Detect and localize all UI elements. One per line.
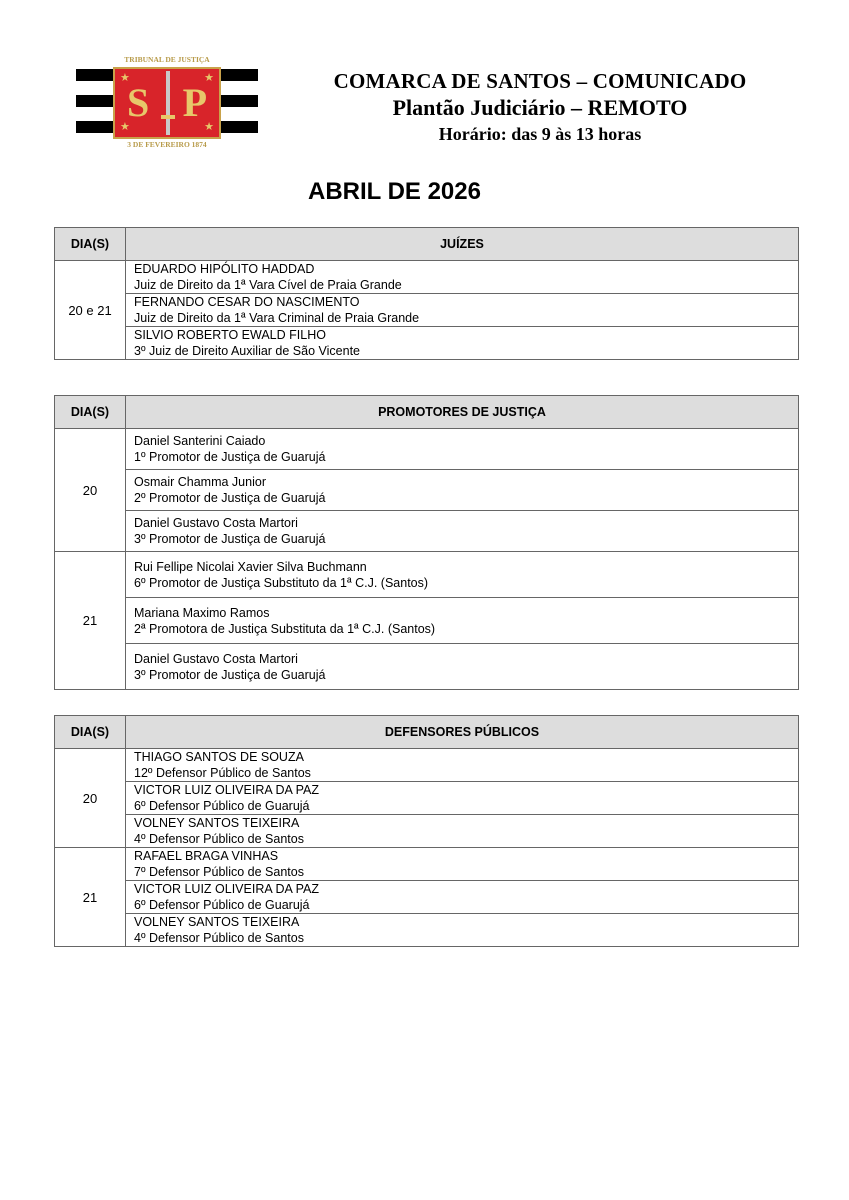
person-role: 1º Promotor de Justiça de Guarujá [134, 450, 326, 464]
person-cell [126, 470, 799, 511]
day-cell: 21 [55, 552, 126, 690]
person-name: FERNANDO CESAR DO NASCIMENTO [134, 295, 360, 309]
day-cell: 20 [55, 429, 126, 552]
person-name: Daniel Santerini Caiado [134, 434, 266, 448]
table-row [55, 598, 799, 644]
person-role: Juiz de Direito da 1ª Vara Cível de Praia Grande [134, 278, 402, 292]
person-name: Daniel Gustavo Costa Martori [134, 516, 298, 530]
header-line-1: COMARCA DE SANTOS – COMUNICADO [333, 69, 747, 93]
judges-table [54, 227, 799, 360]
day-cell: 20 e 21 [55, 261, 126, 360]
table-row [55, 327, 799, 360]
person-role: 3º Promotor de Justiça de Guarujá [134, 667, 326, 682]
person-role: 6º Defensor Público de Guarujá [134, 799, 310, 813]
table-header-row [55, 228, 799, 261]
person-name: RAFAEL BRAGA VINHAS [134, 849, 279, 863]
table-row [55, 914, 799, 947]
person-role: 2º Promotor de Justiça de Guarujá [134, 491, 326, 505]
person-name: VOLNEY SANTOS TEIXEIRA [134, 816, 300, 830]
person-role: 6º Defensor Público de Guarujá [134, 898, 310, 912]
person-name: VOLNEY SANTOS TEIXEIRA [134, 915, 300, 929]
person-role: 7º Defensor Público de Santos [134, 865, 304, 879]
column-header-day: DIA(S) [55, 396, 126, 429]
person-cell [126, 429, 799, 470]
sword-hilt-icon [161, 115, 175, 119]
month-title: ABRIL DE 2026 [308, 178, 481, 205]
person-role: 4º Defensor Público de Santos [134, 931, 304, 945]
day-cell: 20 [55, 749, 126, 848]
logo-letter-p: P [182, 80, 207, 125]
public-defenders-table [54, 715, 799, 947]
table-row [55, 429, 799, 470]
person-cell [126, 511, 799, 552]
star-icon: ★ [120, 72, 130, 84]
person-name: VICTOR LUIZ OLIVEIRA DA PAZ [134, 783, 320, 797]
table-row [55, 881, 799, 914]
day-cell: 21 [55, 848, 126, 947]
table-header-row [55, 716, 799, 749]
person-name: Daniel Gustavo Costa Martori [134, 651, 298, 666]
person-name: SILVIO ROBERTO EWALD FILHO [134, 328, 326, 342]
person-name: Mariana Maximo Ramos [134, 605, 270, 620]
table-row [55, 782, 799, 815]
person-cell [126, 552, 799, 598]
column-header-day: DIA(S) [55, 716, 126, 749]
person-name: VICTOR LUIZ OLIVEIRA DA PAZ [134, 882, 320, 896]
table-row [55, 749, 799, 782]
person-cell [126, 598, 799, 644]
table-row [55, 848, 799, 881]
person-cell [126, 644, 799, 690]
logo-top-text: TRIBUNAL DE JUSTIÇA [124, 55, 210, 64]
table-row [55, 470, 799, 511]
table-header-row [55, 396, 799, 429]
person-name: THIAGO SANTOS DE SOUZA [134, 750, 304, 764]
column-header-day: DIA(S) [55, 228, 126, 261]
star-icon: ★ [204, 121, 214, 133]
person-name: Rui Fellipe Nicolai Xavier Silva Buchmann [134, 559, 367, 574]
table-row [55, 294, 799, 327]
person-cell [126, 881, 799, 914]
table-row [55, 511, 799, 552]
table-row [55, 644, 799, 690]
person-cell [126, 327, 799, 360]
person-role: 12º Defensor Público de Santos [134, 766, 311, 780]
column-header-judges: JUÍZES [126, 228, 799, 261]
logo-letter-s: S [127, 80, 150, 125]
star-icon: ★ [120, 121, 130, 133]
header-line-2: Plantão Judiciário – REMOTO [392, 95, 688, 120]
person-role: 3º Juiz de Direito Auxiliar de São Vicente [134, 344, 360, 358]
person-name: Osmair Chamma Junior [134, 475, 266, 489]
person-cell [126, 848, 799, 881]
prosecutors-table [54, 395, 799, 690]
person-role: 6º Promotor de Justiça Substituto da 1ª C.J. (Santos) [134, 575, 429, 590]
table-row [55, 261, 799, 294]
person-role: 4º Defensor Público de Santos [134, 832, 304, 846]
star-icon: ★ [204, 72, 214, 84]
sword-icon [166, 71, 170, 135]
person-cell [126, 294, 799, 327]
person-cell [126, 782, 799, 815]
person-cell [126, 815, 799, 848]
table-row [55, 552, 799, 598]
person-role: 3º Promotor de Justiça de Guarujá [134, 532, 326, 546]
person-cell [126, 914, 799, 947]
person-role: Juiz de Direito da 1ª Vara Criminal de Praia Grande [134, 311, 420, 325]
person-role: 2ª Promotora de Justiça Substituta da 1ª C.J. (Santos) [134, 621, 436, 636]
document-header [290, 68, 790, 146]
header-line-3: Horário: das 9 às 13 horas [438, 124, 642, 144]
column-header-defenders: DEFENSORES PÚBLICOS [126, 716, 799, 749]
logo-emblem [113, 67, 221, 139]
tribunal-logo [76, 52, 258, 152]
person-name: EDUARDO HIPÓLITO HADDAD [134, 262, 315, 276]
table-row [55, 815, 799, 848]
logo-bottom-text: 3 DE FEVEREIRO 1874 [127, 140, 207, 149]
person-cell [126, 749, 799, 782]
person-cell [126, 261, 799, 294]
column-header-prosecutors: PROMOTORES DE JUSTIÇA [126, 396, 799, 429]
